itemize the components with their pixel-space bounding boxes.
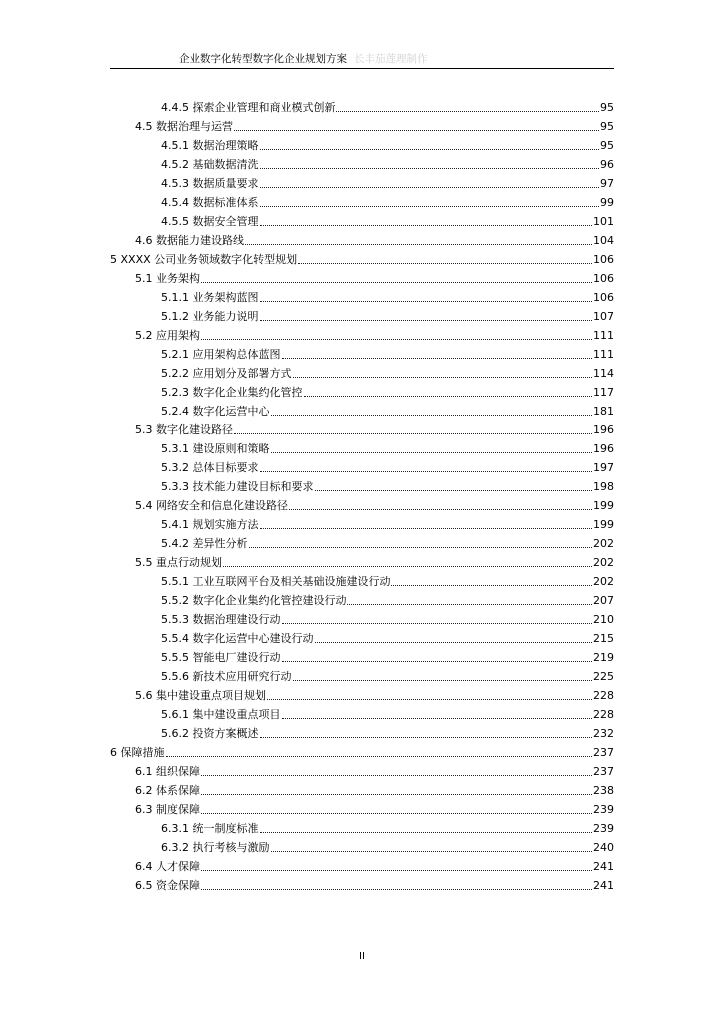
toc-entry-label: 5.4.1 规划实施方法 — [161, 518, 259, 532]
toc-entry-page: 95 — [600, 119, 614, 133]
toc-entry-label: 5.5.4 数字化运营中心建设行动 — [161, 632, 314, 646]
toc-entry-label: 4.5.2 基础数据清洗 — [161, 157, 259, 171]
toc-entry[interactable] — [161, 836, 614, 855]
toc-entry-label: 5.2.3 数字化企业集约化管控 — [161, 385, 303, 399]
toc-leader-dots — [260, 737, 593, 738]
toc-leader-dots — [271, 452, 593, 453]
toc-entry-label: 5.1.2 业务能力说明 — [161, 309, 259, 323]
toc-entry-page: 207 — [593, 594, 614, 608]
toc-leader-dots — [260, 225, 593, 226]
toc-entry-label: 5.2 应用架构 — [135, 328, 200, 342]
toc-entry-page: 101 — [593, 214, 614, 228]
toc-entry[interactable] — [135, 229, 614, 248]
toc-leader-dots — [201, 339, 592, 340]
toc-entry-page: 202 — [593, 556, 614, 570]
toc-entry[interactable] — [161, 305, 614, 324]
toc-entry-page: 240 — [593, 840, 614, 854]
toc-leader-dots — [282, 358, 593, 359]
toc-entry[interactable] — [135, 115, 614, 134]
toc-entry[interactable] — [135, 779, 614, 798]
toc-leader-dots — [201, 775, 592, 776]
toc-entry-page: 196 — [593, 423, 614, 437]
toc-entry[interactable] — [161, 191, 614, 210]
toc-entry-page: 104 — [593, 233, 614, 247]
toc-leader-dots — [260, 320, 593, 321]
toc-entry-page: 241 — [593, 878, 614, 892]
toc-entry-label: 4.5.5 数据安全管理 — [161, 214, 259, 228]
toc-leader-dots — [201, 870, 592, 871]
toc-leader-dots — [245, 244, 592, 245]
toc-entry-label: 5.5.3 数据治理建设行动 — [161, 613, 281, 627]
toc-entry[interactable] — [135, 684, 614, 703]
toc-entry-page: 111 — [593, 328, 614, 342]
toc-entry-page: 197 — [593, 461, 614, 475]
toc-leader-dots — [282, 623, 593, 624]
toc-entry[interactable] — [135, 267, 614, 286]
toc-entry[interactable] — [110, 741, 614, 760]
toc-entry[interactable] — [161, 96, 614, 115]
toc-entry-page: 238 — [593, 783, 614, 797]
toc-entry-label: 5.6.2 投资方案概述 — [161, 727, 259, 740]
toc-entry-page: 196 — [593, 442, 614, 456]
toc-leader-dots — [293, 377, 593, 378]
toc-leader-dots — [234, 433, 592, 434]
toc-entry[interactable] — [161, 172, 614, 191]
toc-entry[interactable] — [161, 665, 614, 684]
toc-leader-dots — [271, 851, 593, 852]
toc-entry-page: 199 — [593, 518, 614, 532]
toc-entry[interactable] — [161, 134, 614, 153]
toc-entry-label: 4.5.3 数据质量要求 — [161, 176, 259, 190]
toc-entry-label: 5 XXXX 公司业务领域数字化转型规划 — [110, 252, 298, 266]
page-number: II — [359, 951, 365, 962]
toc-entry-label: 5.5.1 工业互联网平台及相关基础设施建设行动 — [161, 575, 391, 589]
toc-leader-dots — [267, 699, 592, 700]
toc-entry-page: 237 — [593, 745, 614, 759]
toc-entry-page: 106 — [593, 290, 614, 304]
toc-entry-label: 5.1.1 业务架构蓝图 — [161, 290, 259, 304]
toc-entry[interactable] — [161, 722, 614, 741]
toc-entry-page: 106 — [593, 252, 614, 266]
toc-entry-label: 6 保障措施 — [110, 745, 165, 759]
toc-entry-label: 5.6.1 集中建设重点项目 — [161, 708, 281, 722]
toc-entry-page: 111 — [593, 347, 614, 361]
toc-entry-label: 5.4.2 差异性分析 — [161, 537, 248, 551]
toc-leader-dots — [282, 718, 593, 719]
toc-entry-label: 6.3.1 统一制度标准 — [161, 821, 259, 835]
toc-entry[interactable] — [135, 418, 614, 437]
toc-entry[interactable] — [161, 153, 614, 172]
toc-entry[interactable] — [161, 456, 614, 475]
toc-entry-label: 5.5.5 智能电厂建设行动 — [161, 651, 281, 665]
toc-leader-dots — [260, 471, 593, 472]
toc-entry-label: 4.5.1 数据治理策略 — [161, 138, 259, 152]
toc-entry-label: 5.3 数字化建设路径 — [135, 423, 233, 437]
toc-leader-dots — [260, 149, 600, 150]
toc-entry[interactable] — [161, 210, 614, 229]
toc-entry-label: 5.5.2 数字化企业集约化管控建设行动 — [161, 594, 347, 608]
toc-entry-label: 4.4.5 探索企业管理和商业模式创新 — [161, 101, 336, 114]
toc-entry-label: 6.1 组织保障 — [135, 764, 200, 778]
toc-entry-page: 232 — [593, 727, 614, 740]
toc-entry-label: 5.6 集中建设重点项目规划 — [135, 689, 266, 703]
toc-entry[interactable] — [161, 627, 614, 646]
toc-leader-dots — [260, 206, 600, 207]
toc-entry-label: 5.5 重点行动规划 — [135, 556, 222, 570]
toc-entry-label: 6.5 资金保障 — [135, 878, 200, 892]
toc-entry[interactable] — [161, 589, 614, 608]
toc-entry-page: 228 — [593, 689, 614, 703]
toc-leader-dots — [336, 111, 599, 112]
header-title: 企业数字化转型数字化企业规划方案 — [179, 53, 347, 65]
toc-leader-dots — [201, 794, 592, 795]
toc-entry[interactable] — [161, 513, 614, 532]
toc-entry[interactable] — [161, 817, 614, 836]
toc-entry-page: 241 — [593, 859, 614, 873]
toc-leader-dots — [304, 396, 593, 397]
toc-entry-label: 6.4 人才保障 — [135, 859, 200, 873]
toc-leader-dots — [260, 187, 600, 188]
toc-entry-label: 4.5.4 数据标准体系 — [161, 195, 259, 209]
toc-entry-label: 5.3.3 技术能力建设目标和要求 — [161, 480, 314, 494]
toc-leader-dots — [347, 604, 592, 605]
toc-leader-dots — [289, 509, 592, 510]
toc-entry-label: 5.3.1 建设原则和策略 — [161, 442, 270, 456]
toc-entry[interactable] — [161, 343, 614, 362]
toc-entry[interactable] — [135, 324, 614, 343]
toc-entry-page: 239 — [593, 802, 614, 816]
toc-leader-dots — [166, 756, 593, 757]
toc-entry-label: 4.6 数据能力建设路线 — [135, 233, 244, 247]
toc-leader-dots — [293, 680, 593, 681]
toc-entry-label: 5.3.2 总体目标要求 — [161, 461, 259, 475]
toc-entry[interactable] — [161, 703, 614, 722]
toc-entry[interactable] — [110, 248, 614, 267]
toc-entry[interactable] — [161, 532, 614, 551]
toc-leader-dots — [315, 642, 593, 643]
toc-entry-page: 97 — [600, 176, 614, 190]
toc-entry-page: 199 — [593, 499, 614, 513]
toc-entry-page: 95 — [600, 138, 614, 152]
toc-leader-dots — [201, 813, 592, 814]
toc-leader-dots — [249, 547, 593, 548]
toc-entry[interactable] — [135, 551, 614, 570]
toc-entry-page: 107 — [593, 309, 614, 323]
toc-entry[interactable] — [161, 646, 614, 665]
toc-entry[interactable] — [135, 494, 614, 513]
toc-entry-page: 202 — [593, 537, 614, 551]
toc-entry-label: 5.2.1 应用架构总体蓝图 — [161, 347, 281, 361]
toc-entry[interactable] — [161, 570, 614, 589]
toc-entry[interactable] — [161, 437, 614, 456]
toc-entry-page: 114 — [593, 366, 614, 380]
toc-leader-dots — [201, 282, 592, 283]
toc-entry-label: 5.2.2 应用划分及部署方式 — [161, 366, 292, 380]
toc-leader-dots — [298, 263, 592, 264]
toc-entry-page: 117 — [593, 385, 614, 399]
toc-entry-page: 215 — [593, 632, 614, 646]
toc-entry-label: 6.3.2 执行考核与激励 — [161, 840, 270, 854]
toc-leader-dots — [223, 566, 592, 567]
toc-entry-page: 228 — [593, 708, 614, 722]
toc-entry-label: 5.4 网络安全和信息化建设路径 — [135, 499, 288, 513]
toc-entry-page: 198 — [593, 480, 614, 494]
toc-leader-dots — [201, 889, 592, 890]
toc-entry[interactable] — [161, 286, 614, 305]
toc-entry-page: 106 — [593, 271, 614, 285]
toc-entry-label: 5.2.4 数字化运营中心 — [161, 404, 270, 418]
toc-leader-dots — [260, 832, 593, 833]
toc-entry[interactable] — [135, 760, 614, 779]
toc-entry-page: 237 — [593, 764, 614, 778]
toc-entry[interactable] — [161, 608, 614, 627]
toc-leader-dots — [271, 415, 593, 416]
toc-entry[interactable] — [161, 400, 614, 419]
toc-entry[interactable] — [135, 874, 614, 893]
toc-entry[interactable] — [161, 362, 614, 381]
toc-leader-dots — [282, 661, 593, 662]
toc-entry[interactable] — [161, 475, 614, 494]
toc-entry-label: 6.3 制度保障 — [135, 802, 200, 816]
toc-entry[interactable] — [161, 381, 614, 400]
toc-entry-page: 225 — [593, 670, 614, 684]
toc-leader-dots — [391, 585, 592, 586]
toc-leader-dots — [234, 130, 599, 131]
toc-entry-page: 181 — [593, 404, 614, 418]
toc-entry-page: 96 — [600, 157, 614, 171]
toc-entry[interactable] — [135, 798, 614, 817]
toc-entry-label: 5.5.6 新技术应用研究行动 — [161, 670, 292, 684]
toc-entry-label: 4.5 数据治理与运营 — [135, 119, 233, 133]
toc-entry[interactable] — [135, 855, 614, 874]
header-watermark: 长丰茄莲理制作 — [354, 53, 428, 65]
toc-entry-page: 202 — [593, 575, 614, 589]
toc-entry-page: 239 — [593, 821, 614, 835]
toc-entry-page: 210 — [593, 613, 614, 627]
toc-entry-page: 95 — [600, 101, 614, 114]
toc-leader-dots — [260, 168, 600, 169]
toc-entry-label: 5.1 业务架构 — [135, 271, 200, 285]
toc-entry-label: 6.2 体系保障 — [135, 783, 200, 797]
toc-leader-dots — [260, 528, 593, 529]
toc-entry-page: 219 — [593, 651, 614, 665]
page-header — [110, 52, 614, 69]
toc-leader-dots — [260, 301, 593, 302]
toc-entry-page: 99 — [600, 195, 614, 209]
toc-leader-dots — [315, 490, 593, 491]
